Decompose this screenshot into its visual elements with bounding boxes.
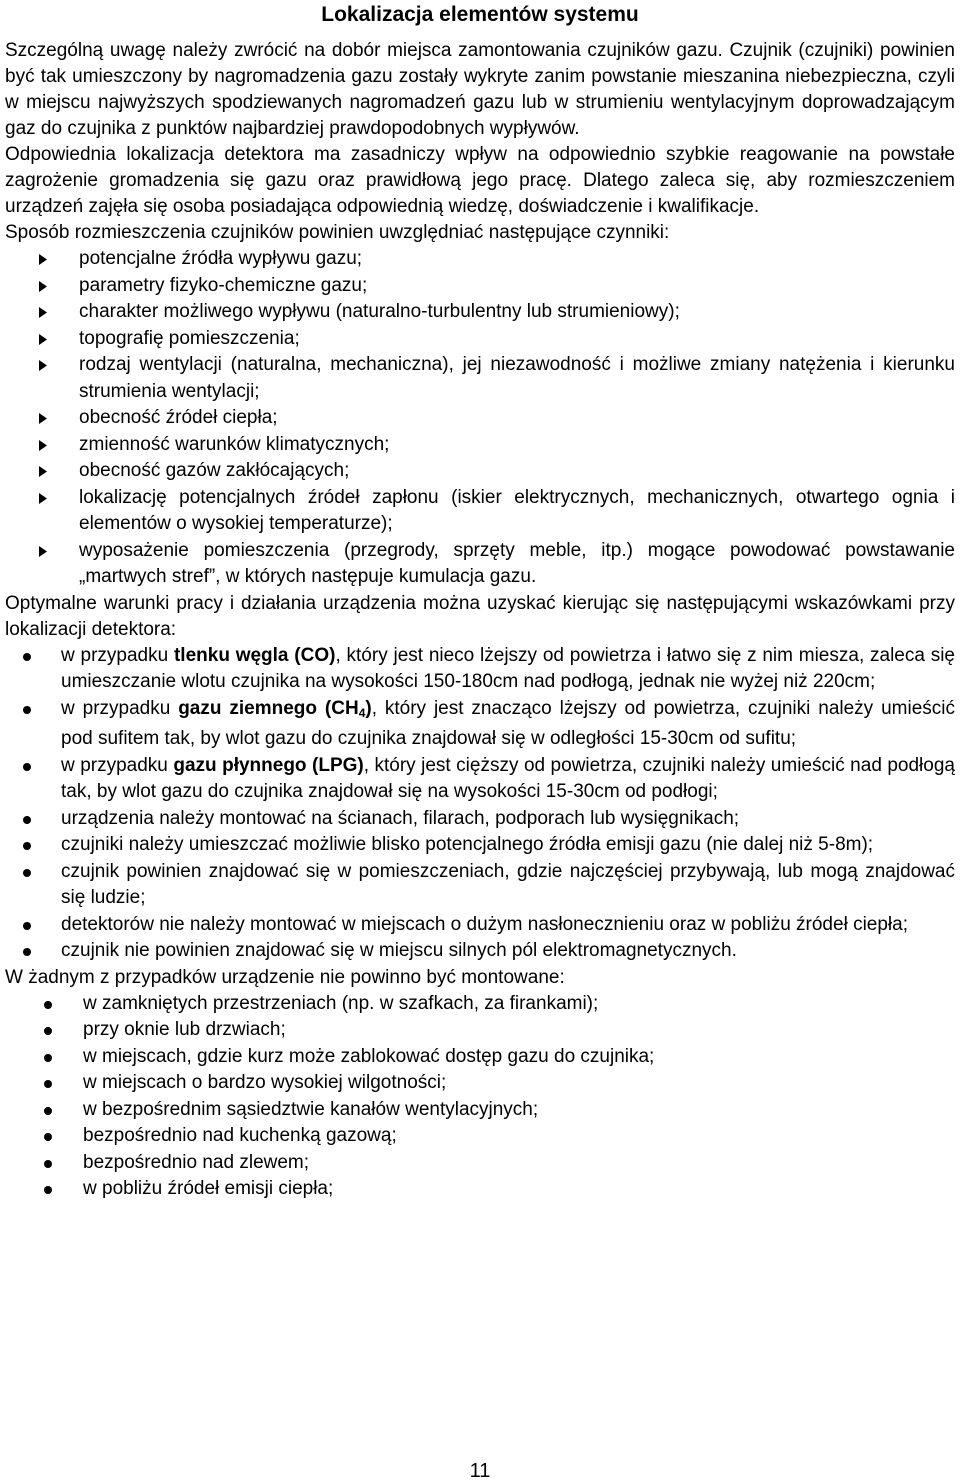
list-item-ch4: w przypadku gazu ziemnego $(CH_4)$, który jest znacząco lżejszy od powietrza, czujniki należy umieścić pod sufitem tak, by wlot gazu do czujnika znajdował się w odległości 15-30cm od sufitu; — [5, 696, 955, 753]
round-bullet-icon — [44, 1186, 52, 1194]
list-item-co: w przypadku tlenku węgla (CO), który jest nieco lżejszy od powietrza i łatwo się z nim miesza, zaleca się umieszczanie wlotu czujnika na wysokości 150-180cm nad podłogą, jednak nie wyżej niż 220cm; — [5, 643, 955, 696]
square-bullet-icon — [39, 254, 47, 265]
list-item: obecność źródeł ciepła; — [5, 405, 955, 432]
round-bullet-icon — [23, 869, 31, 877]
round-bullet-icon — [44, 1160, 52, 1168]
list-item-lpg: w przypadku gazu płynnego (LPG), który jest cięższy od powietrza, czujniki należy umieścić nad podłogą tak, by wlot gazu do czujnika znajdował się na wysokości 15-30cm od podłogi; — [5, 753, 955, 806]
square-bullet-icon — [39, 360, 47, 371]
round-bullet-icon — [23, 948, 31, 956]
document-page — [5, 0, 955, 1203]
list-item: czujnik nie powinien znajdować się w miejscu silnych pól elektromagnetycznych. — [5, 938, 955, 965]
round-bullet-icon — [23, 706, 31, 714]
round-bullet-icon — [44, 1133, 52, 1141]
round-bullet-icon — [44, 1001, 52, 1009]
page-title: Lokalizacja elementów systemu — [321, 3, 639, 26]
list-item: w pobliżu źródeł emisji ciepła; — [5, 1176, 955, 1203]
intro-paragraph-2: Odpowiednia lokalizacja detektora ma zasadniczy wpływ na odpowiednio szybkie reagowanie na powstałe zagrożenie gromadzenia się gazu oraz prawidłową jego pracę. Dlatego zaleca się, aby rozmieszczeniem urządzeń zajęła się osoba posiadająca odpowiednią wiedzę, doświadczenie i kwalifikacje. — [5, 144, 955, 217]
list-item: bezpośrednio nad kuchenką gazową; — [5, 1123, 955, 1150]
square-bullet-icon — [39, 413, 47, 424]
forbidden-intro: W żadnym z przypadków urządzenie nie powinno być montowane: — [5, 966, 565, 988]
square-bullet-icon — [39, 466, 47, 477]
list-item: zmienność warunków klimatycznych; — [5, 432, 955, 459]
list-item: topografię pomieszczenia; — [5, 326, 955, 353]
square-bullet-icon — [39, 281, 47, 292]
list-item: przy oknie lub drzwiach; — [5, 1017, 955, 1044]
list-item: w miejscach o bardzo wysokiej wilgotności; — [5, 1070, 955, 1097]
round-bullet-icon — [23, 816, 31, 824]
factors-list — [5, 246, 955, 591]
list-item: wyposażenie pomieszczenia (przegrody, sprzęty meble, itp.) mogące powodować powstawanie „martwych stref”, w których następuje kumulacja gazu. — [5, 538, 955, 591]
list-item: obecność gazów zakłócających; — [5, 458, 955, 485]
list-item: czujniki należy umieszczać możliwie blisko potencjalnego źródła emisji gazu (nie dalej niż 5-8m); — [5, 832, 955, 859]
round-bullet-icon — [44, 1027, 52, 1035]
page-number: 11 — [469, 1460, 491, 1482]
round-bullet-icon — [44, 1107, 52, 1115]
list-item: lokalizację potencjalnych źródeł zapłonu (iskier elektrycznych, mechanicznych, otwartego ognia i elementów o wysokiej temperaturze); — [5, 485, 955, 538]
list-item: detektorów nie należy montować w miejscach o dużym nasłonecznieniu oraz w pobliżu źródeł ciepła; — [5, 912, 955, 939]
list-item: potencjalne źródła wypływu gazu; — [5, 246, 955, 273]
list-item: urządzenia należy montować na ścianach, filarach, podporach lub wysięgnikach; — [5, 806, 955, 833]
list-item: parametry fizyko-chemiczne gazu; — [5, 273, 955, 300]
square-bullet-icon — [39, 493, 47, 504]
forbidden-list — [5, 991, 955, 1203]
square-bullet-icon — [39, 546, 47, 557]
factors-intro: Sposób rozmieszczenia czujników powinien uwzględniać następujące czynniki: — [5, 222, 670, 243]
list-item: czujnik powinien znajdować się w pomieszczeniach, gdzie najczęściej przybywają, lub mogą znajdować się ludzie; — [5, 859, 955, 912]
round-bullet-icon — [23, 922, 31, 930]
list-item: w zamkniętych przestrzeniach (np. w szafkach, za firankami); — [5, 991, 955, 1018]
round-bullet-icon — [23, 763, 31, 771]
list-item: charakter możliwego wypływu (naturalno-turbulentny lub strumieniowy); — [5, 299, 955, 326]
round-bullet-icon — [23, 653, 31, 661]
round-bullet-icon — [23, 842, 31, 850]
list-item: bezpośrednio nad zlewem; — [5, 1150, 955, 1177]
list-item: rodzaj wentylacji (naturalna, mechaniczna), jej niezawodność i możliwe zmiany natężenia i kierunku strumienia wentylacji; — [5, 352, 955, 405]
round-bullet-icon — [44, 1054, 52, 1062]
intro-paragraph-1: Szczególną uwagę należy zwrócić na dobór miejsca zamontowania czujników gazu. Czujnik (czujniki) powinien być tak umieszczony by nagromadzenia gazu zostały wykryte zanim powstanie mieszanina niebezpieczna, czyli w miejscu najwyższych spodziewanych nagromadzeń gazu lub w strumieniu wentylacyjnym doprowadzającym gaz do czujnika z punktów najbardziej prawdopodobnych wypływów. — [5, 40, 955, 139]
square-bullet-icon — [39, 334, 47, 345]
square-bullet-icon — [39, 440, 47, 451]
round-bullet-icon — [44, 1080, 52, 1088]
square-bullet-icon — [39, 307, 47, 318]
optimal-intro: Optymalne warunki pracy i działania urządzenia można uzyskać kierując się następującymi wskazówkami przy lokalizacji detektora: — [5, 592, 955, 640]
list-item: w bezpośrednim sąsiedztwie kanałów wentylacyjnych; — [5, 1097, 955, 1124]
list-item: w miejscach, gdzie kurz może zablokować dostęp gazu do czujnika; — [5, 1044, 955, 1071]
guidelines-list — [5, 643, 955, 965]
